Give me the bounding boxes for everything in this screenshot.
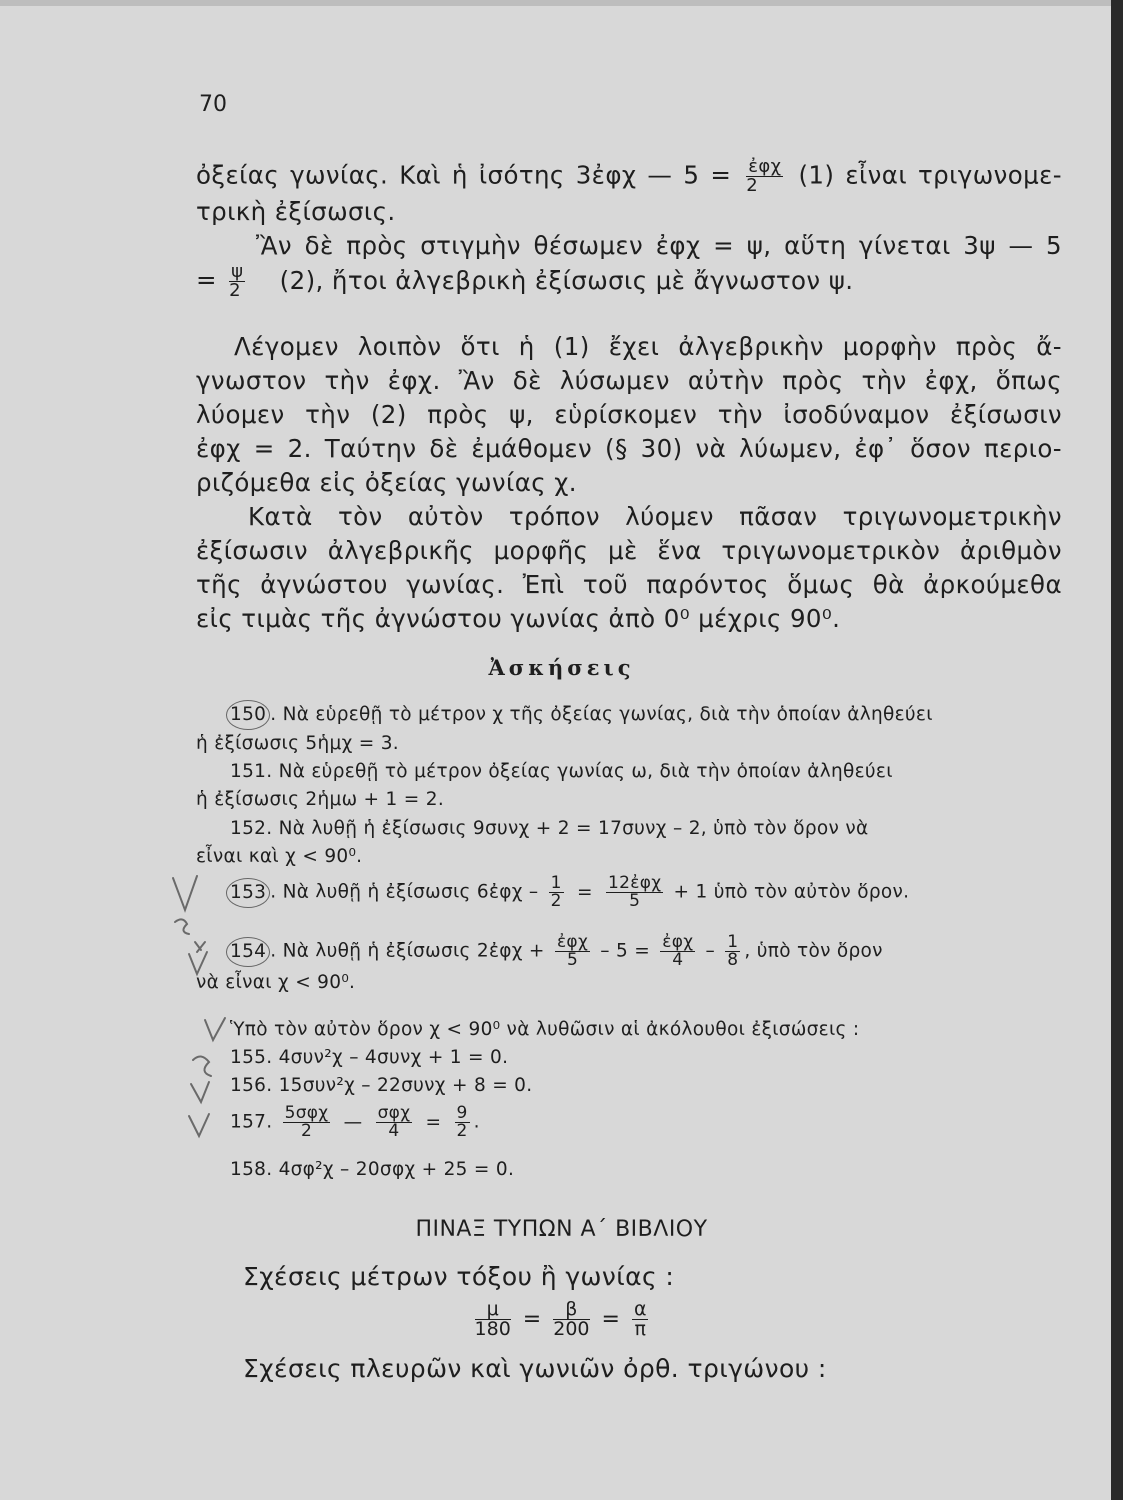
exercise-conditions: Ὑπὸ τὸν αὐτὸν ὅρον χ < 90⁰ νὰ λυθῶσιν αἱ ἀκόλουθοι ἐξισώσεις : <box>230 1019 860 1040</box>
exercise-152: 152. Νὰ λυθῇ ἡ ἐξίσωσις 9συνχ + 2 = 17συνχ – 2, ὑπὸ τὸν ὅρον νὰ εἶναι καὶ χ < 90⁰. <box>196 818 869 867</box>
exercises-heading: Ἀσκήσεις <box>488 655 635 680</box>
fraction-efx-over-2: $\frac{\text{ἐφχ}}{2}$ <box>746 156 782 196</box>
paragraph-algebraic-form: Λέγομεν λοιπὸν ὅτι ἡ (1) ἔχει ἀλγεβρικὴν μορφὴν πρὸς ἄ- γνωστον τὴν ἐφχ. Ἂν δὲ λύσωμεν αὐτὴν πρὸς τὴν ἐφχ, ὅπως λύομεν τὴν (2) πρὸς ψ, εὑρίσκομεν τὴν ἰσοδύναμον ἐξίσωσιν ἐφχ = 2. Ταύτην δὲ ἐμάθομεν (§ 30) νὰ λύωμεν, ἐφ᾽ ὅσον περιο- ριζόμεθα εἰς ὀξείας γωνίας χ. <box>196 332 1062 497</box>
exercise-157: 157. $\frac{\text{5σφχ}}{2}$ — $\frac{\text{σφχ}}{4}$ = $\frac{9}{2}$ . <box>230 1103 480 1141</box>
exercise-158: 158. 4σφ²χ – 20σφχ + 25 = 0. <box>230 1159 515 1180</box>
page-number: 70 <box>199 92 227 117</box>
formula-label-right-triangle: Σχέσεις πλευρῶν καὶ γωνιῶν ὀρθ. τριγώνου : <box>243 1354 827 1383</box>
exercise-151: 151. Νὰ εὑρεθῇ τὸ μέτρον ὀξείας γωνίας ω, διὰ τὴν ὁποίαν ἀληθεύει ἡ ἐξίσωσις 2ἡμω + 1 = 2. <box>196 761 893 810</box>
intro-paragraph <box>196 158 1062 300</box>
exercise-150: 150 . Νὰ εὑρεθῇ τὸ μέτρον χ τῆς ὀξείας γωνίας, διὰ τὴν ὁποίαν ἀληθεύει ἡ ἐξίσωσις 5ἡμχ = 3. <box>196 700 1066 758</box>
pencil-scribble <box>193 1056 211 1076</box>
fraction-psi-over-2: $\frac{\psi}{2}$ <box>229 261 244 301</box>
arc-measure-proportion: $\frac{\mu}{180}$ = $\frac{\beta}{200}$ = $\frac{\alpha}{\pi}$ <box>474 1298 647 1340</box>
pencil-marks <box>165 870 235 1170</box>
exercise-156: 156. 15συν²χ – 22συνχ + 8 = 0. <box>230 1075 533 1096</box>
circled-exercise-number: 153 <box>226 878 270 908</box>
pencil-check-mark <box>189 952 207 974</box>
formula-label-arc-measures: Σχέσεις μέτρων τόξου ἢ γωνίας : <box>243 1262 675 1291</box>
pencil-x-mark <box>195 942 205 952</box>
intro-line-1: ὀξείας γωνίας. Καὶ ἡ ἰσότης 3ἐφχ — 5 = $\frac{\text{ἐφχ}}{2}$ (1) εἶναι τριγωνομε- <box>196 156 1062 196</box>
exercise-154: 154 . Νὰ λυθῇ ἡ ἐξίσωσις 2ἐφχ + $\frac{\text{ἐφχ}}{5}$ – 5 = $\frac{\text{ἐφχ}}{4}$ – $\frac{1}{8}$ , ὑπὸ τὸν ὅρον νὰ εἶναι χ < 90⁰. <box>196 932 883 993</box>
intro-line-3: Ἂν δὲ πρὸς στιγμὴν θέσωμεν ἐφχ = ψ, αὕτη γίνεται 3ψ — 5 <box>256 231 1062 260</box>
exercise-153: 153 . Νὰ λυθῇ ἡ ἐξίσωσις 6ἐφχ – $\frac{1}{2}$ = $\frac{\text{12ἐφχ}}{5}$ + 1 ὑπὸ τὸν αὐτὸν ὅρον. <box>196 875 1066 910</box>
formula-table-title: ΠΙΝΑΞ ΤΥΠΩΝ Α΄ ΒΙΒΛΙΟΥ <box>415 1217 708 1242</box>
pencil-check-mark <box>191 1082 209 1102</box>
exercise-155: 155. 4συν²χ – 4συνχ + 1 = 0. <box>230 1047 509 1068</box>
pencil-check-mark <box>189 1114 209 1136</box>
circled-exercise-number: 154 <box>226 937 270 967</box>
circled-exercise-number: 150 <box>226 700 270 730</box>
intro-line-4: = $\frac{\psi}{2}$ (2), ἤτοι ἀλγεβρικὴ ἐξίσωσις μὲ ἄγνωστον ψ. <box>196 261 854 301</box>
pencil-check-mark <box>173 876 197 910</box>
paragraph-method: Κατὰ τὸν αὐτὸν τρόπον λύομεν πᾶσαν τριγωνομετρικὴν ἐξίσωσιν ἀλγεβρικῆς μορφῆς μὲ ἕνα τριγωνομετρικὸν ἀριθμὸν τῆς ἀγνώστου γωνίας. Ἐπὶ τοῦ παρόντος ὅμως θὰ ἀρκούμεθα εἰς τιμὰς τῆς ἀγνώστου γωνίας ἀπὸ 0⁰ μέχρις 90⁰. <box>196 502 1062 633</box>
pencil-scribble <box>175 919 189 934</box>
intro-line-2: τρικὴ ἐξίσωσις. <box>196 197 396 226</box>
pencil-check-mark <box>205 1018 225 1040</box>
